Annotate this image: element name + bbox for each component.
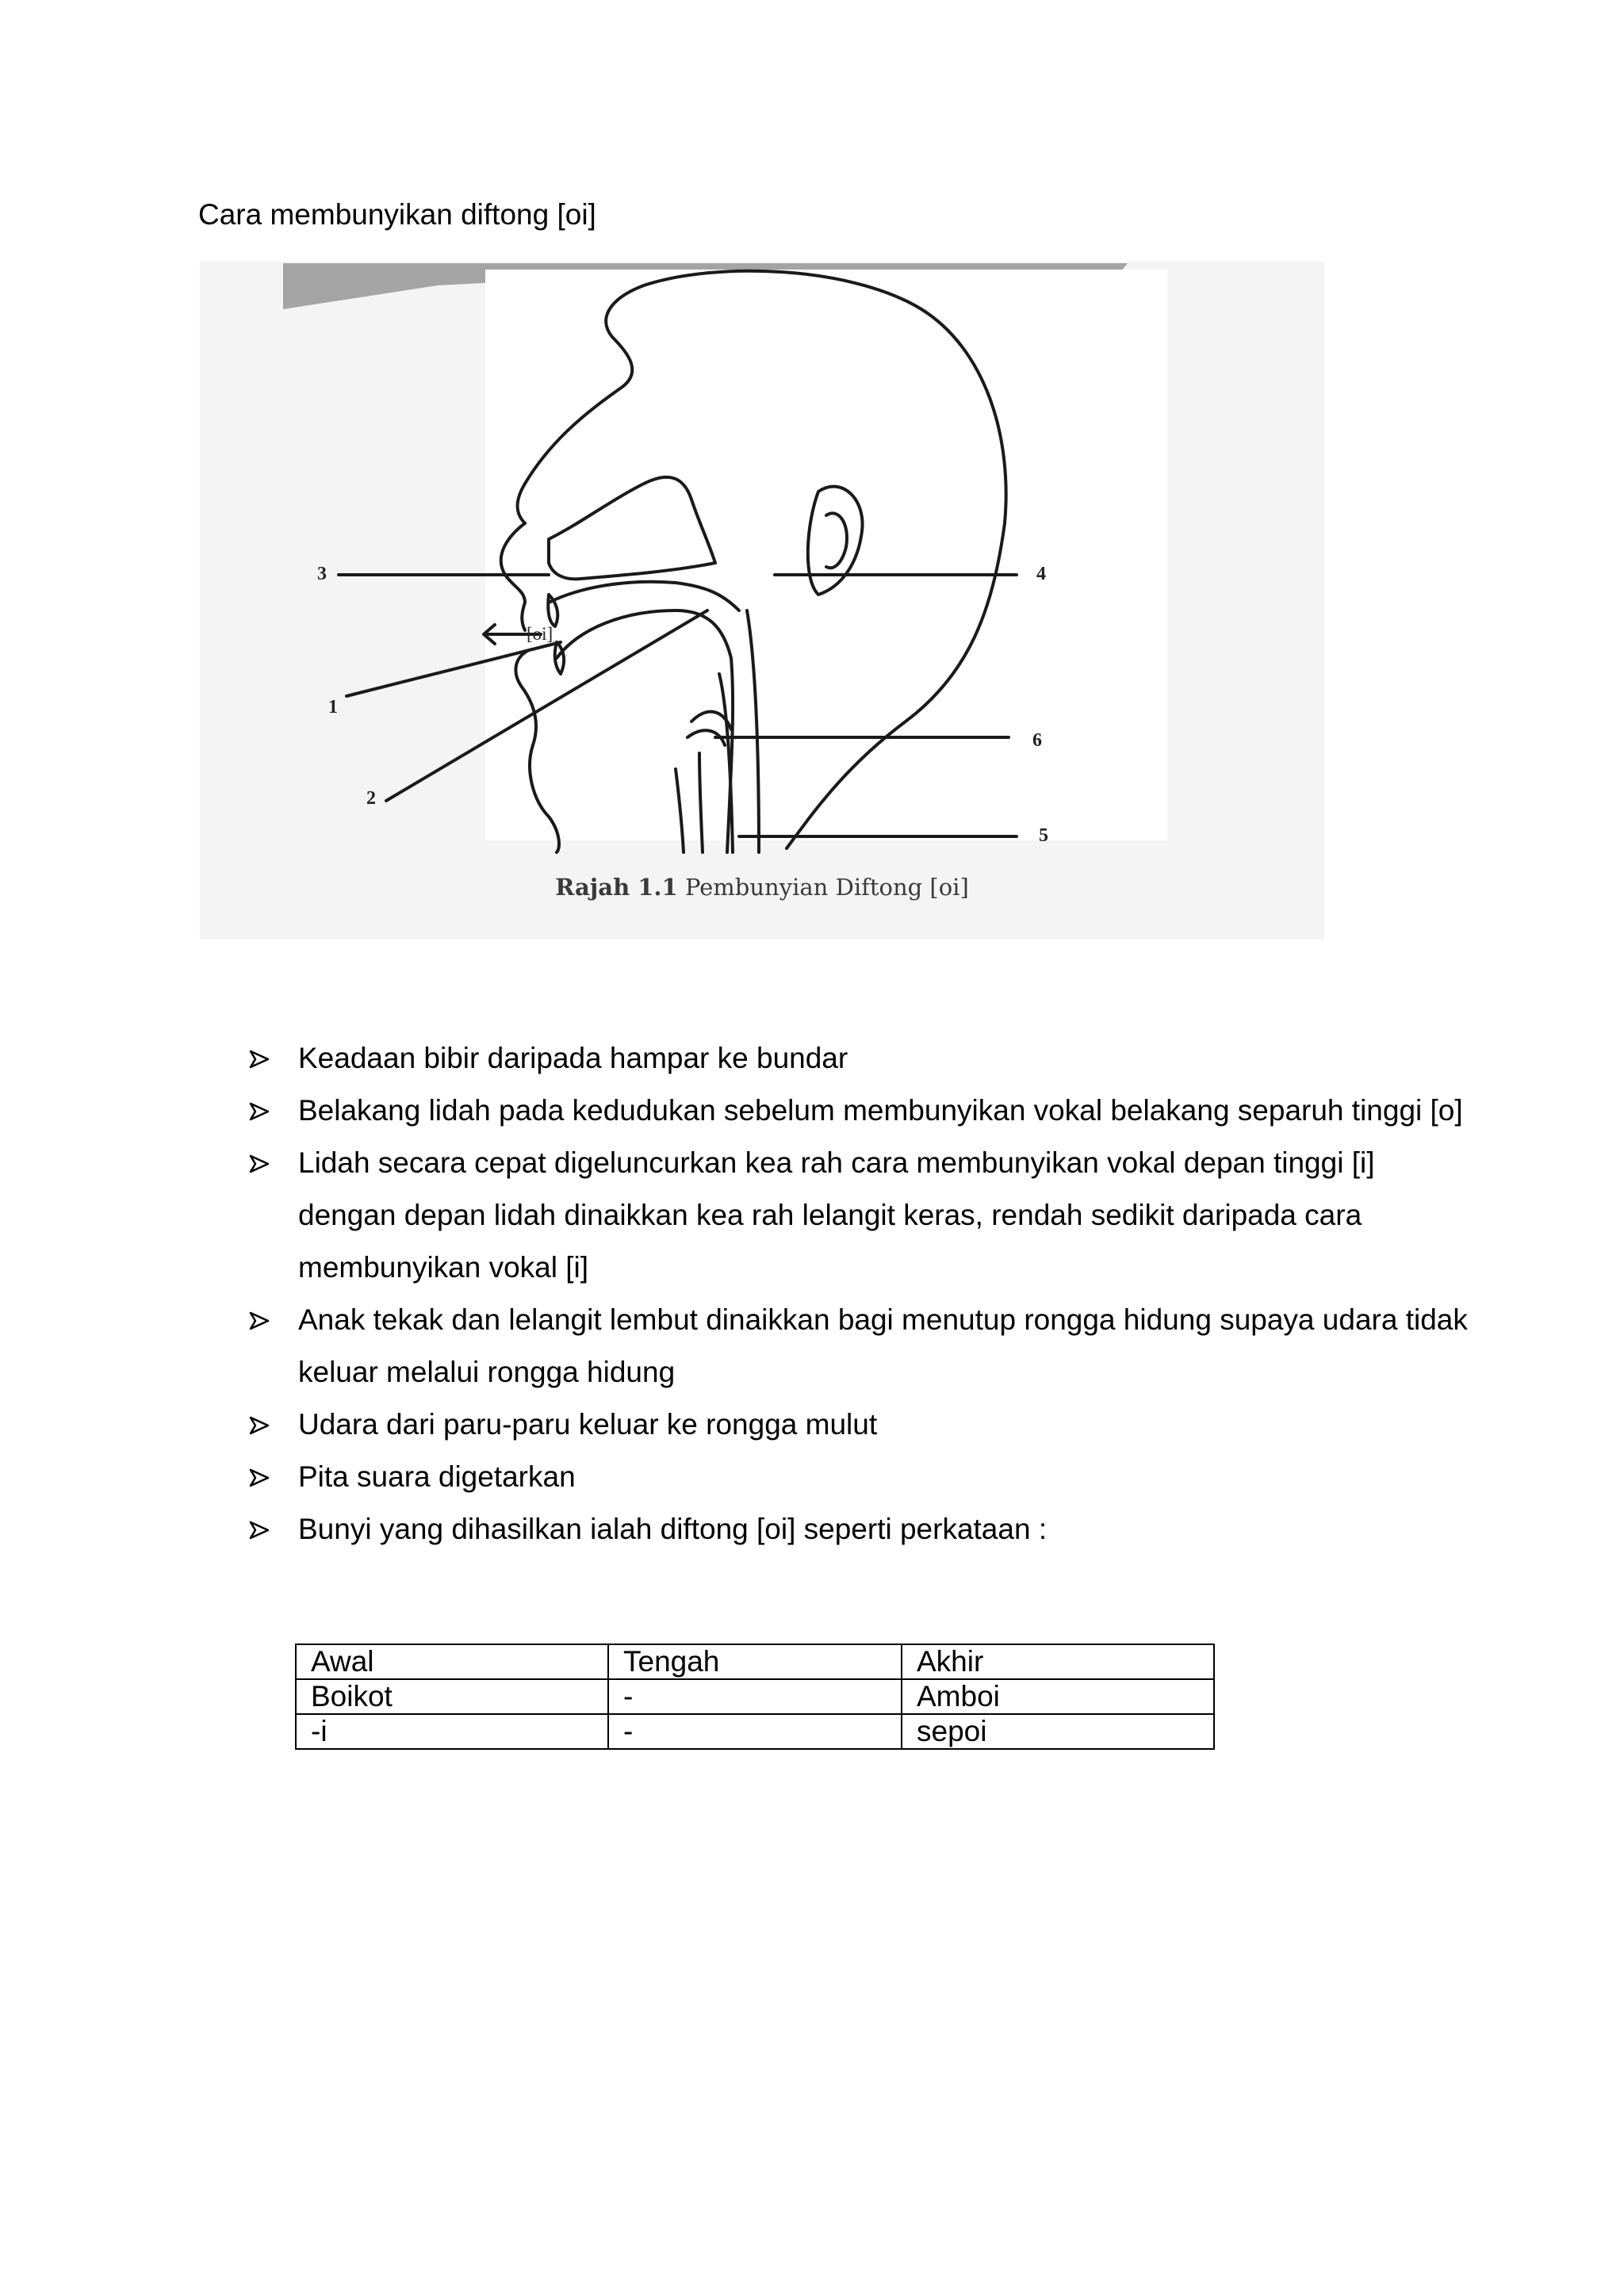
list-item: [238, 1294, 1475, 1399]
arrow-bullet-icon: [249, 1102, 270, 1121]
list-item-text: Keadaan bibir daripada hampar ke bundar: [298, 1042, 848, 1074]
table-header-cell: Tengah: [608, 1644, 902, 1679]
diphthong-examples-table: [295, 1644, 1215, 1750]
arrow-bullet-icon: [249, 1416, 270, 1435]
list-item: [238, 1451, 1475, 1503]
label-2: 2: [366, 788, 376, 809]
table-row: [296, 1679, 1214, 1714]
table-cell: -i: [296, 1714, 608, 1749]
arrow-bullet-icon: [249, 1154, 270, 1173]
page-title: Cara membunyikan diftong [oi]: [198, 198, 596, 231]
table-cell: Amboi: [902, 1679, 1214, 1714]
label-5: 5: [1039, 825, 1048, 846]
list-item: [238, 1137, 1475, 1294]
label-1: 1: [328, 697, 338, 718]
articulation-steps-list: [238, 1032, 1475, 1556]
list-item-text: Udara dari paru-paru keluar ke rongga mulut: [298, 1408, 878, 1441]
table-cell: -: [608, 1714, 902, 1749]
list-item: [238, 1399, 1475, 1451]
drawing-panel: [485, 270, 1167, 840]
figure-caption-text: Pembunyian Diftong [oi]: [684, 874, 969, 901]
list-item-text: Bunyi yang dihasilkan ialah diftong [oi] seperti perkataan :: [298, 1513, 1048, 1545]
label-6: 6: [1032, 730, 1042, 751]
list-item-text: Belakang lidah pada kedudukan sebelum membunyikan vokal belakang separuh tinggi [o]: [298, 1094, 1463, 1127]
arrow-bullet-icon: [249, 1468, 270, 1487]
head-cross-section-drawing: [200, 262, 1324, 939]
table-header-cell: Awal: [296, 1644, 608, 1679]
table-cell: sepoi: [902, 1714, 1214, 1749]
label-4: 4: [1036, 564, 1046, 584]
list-item: [238, 1503, 1475, 1556]
list-item-text: Pita suara digetarkan: [298, 1460, 576, 1493]
figure-caption: [200, 874, 1324, 901]
arrow-bullet-icon: [249, 1050, 270, 1069]
list-item-text: Lidah secara cepat digeluncurkan kea rah cara membunyikan vokal depan tinggi [i] dengan depan lidah dinaikkan kea rah lelangit keras, rendah sedikit daripada cara membunyikan vokal [i]: [298, 1146, 1375, 1284]
table-cell: Boikot: [296, 1679, 608, 1714]
oi-sound-label: [oi]: [527, 624, 553, 644]
label-3: 3: [317, 564, 327, 584]
list-item: [238, 1085, 1475, 1137]
arrow-bullet-icon: [249, 1521, 270, 1540]
table-cell: -: [608, 1679, 902, 1714]
speech-organ-diagram: [200, 262, 1324, 939]
figure-caption-number: Rajah 1.1: [555, 874, 678, 901]
table-row: [296, 1714, 1214, 1749]
arrow-bullet-icon: [249, 1311, 270, 1330]
table-header-row: [296, 1644, 1214, 1679]
table-header-cell: Akhir: [902, 1644, 1214, 1679]
list-item-text: Anak tekak dan lelangit lembut dinaikkan bagi menutup rongga hidung supaya udara tidak keluar melalui rongga hidung: [298, 1303, 1468, 1388]
list-item: [238, 1032, 1475, 1085]
